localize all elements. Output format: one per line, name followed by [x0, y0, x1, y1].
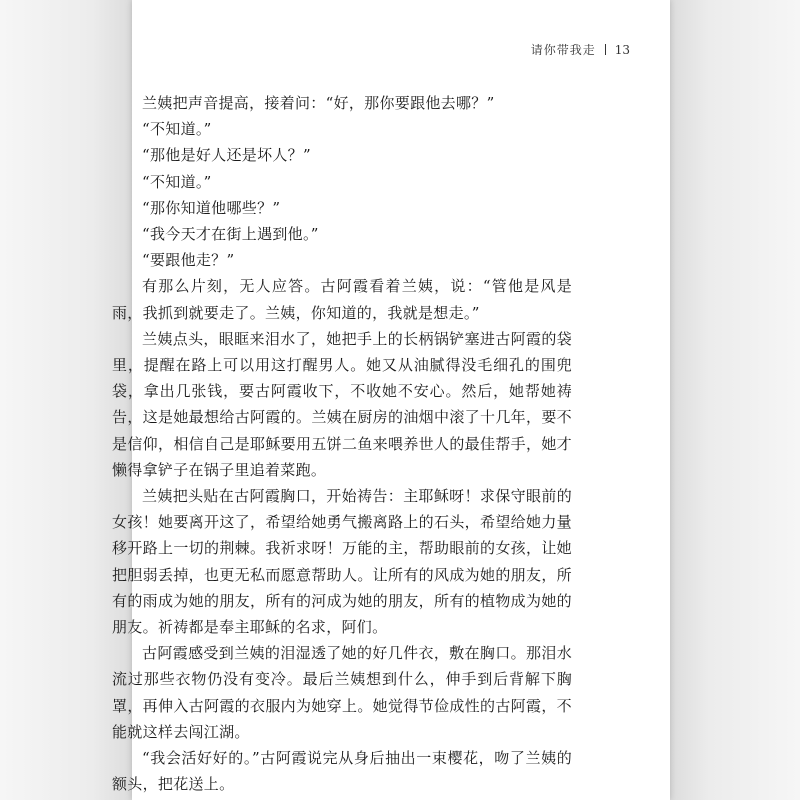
chapter-title: 请你带我走: [530, 43, 596, 57]
paragraph: “不知道。”: [142, 120, 212, 139]
paragraph: “那你知道他哪些？”: [142, 198, 281, 217]
paragraph: 兰姨把头贴在古阿霞胸口，开始祷告：主耶稣呀！求保守眼前的女孩！她要离开这了，希望给她勇气搬离路上的石头，希望给她力量移开路上一切的荆棘。我祈求呀！万能的主，帮助眼前的女孩，让她把胆弱丢掉，也更无私而愿意帮助人。让所有的风成为她的朋友，所有的雨成为她的朋友，所有的河成为她的朋友，所有的植物成为她的朋友。祈祷都是奉主耶稣的名求，阿们。: [112, 487, 572, 637]
right-margin-shadow: [670, 0, 800, 800]
body-text: [112, 90, 572, 797]
header-separator: [605, 44, 606, 55]
paragraph: “那他是好人还是坏人？”: [142, 146, 311, 165]
paragraph: 有那么片刻，无人应答。古阿霞看着兰姨，说：“管他是风是雨，我抓到就要走了。兰姨，你知道的，我就是想走。”: [112, 277, 572, 322]
paragraph: “我今天才在街上遇到他。”: [142, 225, 319, 244]
paragraph: “不知道。”: [142, 172, 212, 191]
page-number: 13: [614, 42, 630, 57]
paragraph: 古阿霞感受到兰姨的泪湿透了她的好几件衣，敷在胸口。那泪水流过那些衣物仍没有变冷。最后兰姨想到什么，伸手到后背解下胸罩，再伸入古阿霞的衣服内为她穿上。她觉得节俭成性的古阿霞，不能就这样去闯江湖。: [112, 644, 572, 741]
paragraph: 兰姨把声音提高，接着问：“好，那你要跟他去哪？”: [142, 94, 495, 112]
running-head: [531, 41, 630, 58]
paragraph: “我会活好好的。”古阿霞说完从身后抽出一束樱花，吻了兰姨的额头，把花送上。: [112, 749, 572, 794]
paragraph: “要跟他走？”: [142, 251, 235, 270]
paragraph: 兰姨点头，眼眶来泪水了，她把手上的长柄锅铲塞进古阿霞的袋里，提醒在路上可以用这打醒男人。她又从油腻得没毛细孔的围兜袋，拿出几张钱，要古阿霞收下，不收她不安心。然后，她帮她祷告，这是她最想给古阿霞的。兰姨在厨房的油烟中滚了十几年，要不是信仰，相信自己是耶稣要用五饼二鱼来喂养世人的最佳帮手，她才懒得拿铲子在锅子里追着菜跑。: [112, 329, 572, 479]
